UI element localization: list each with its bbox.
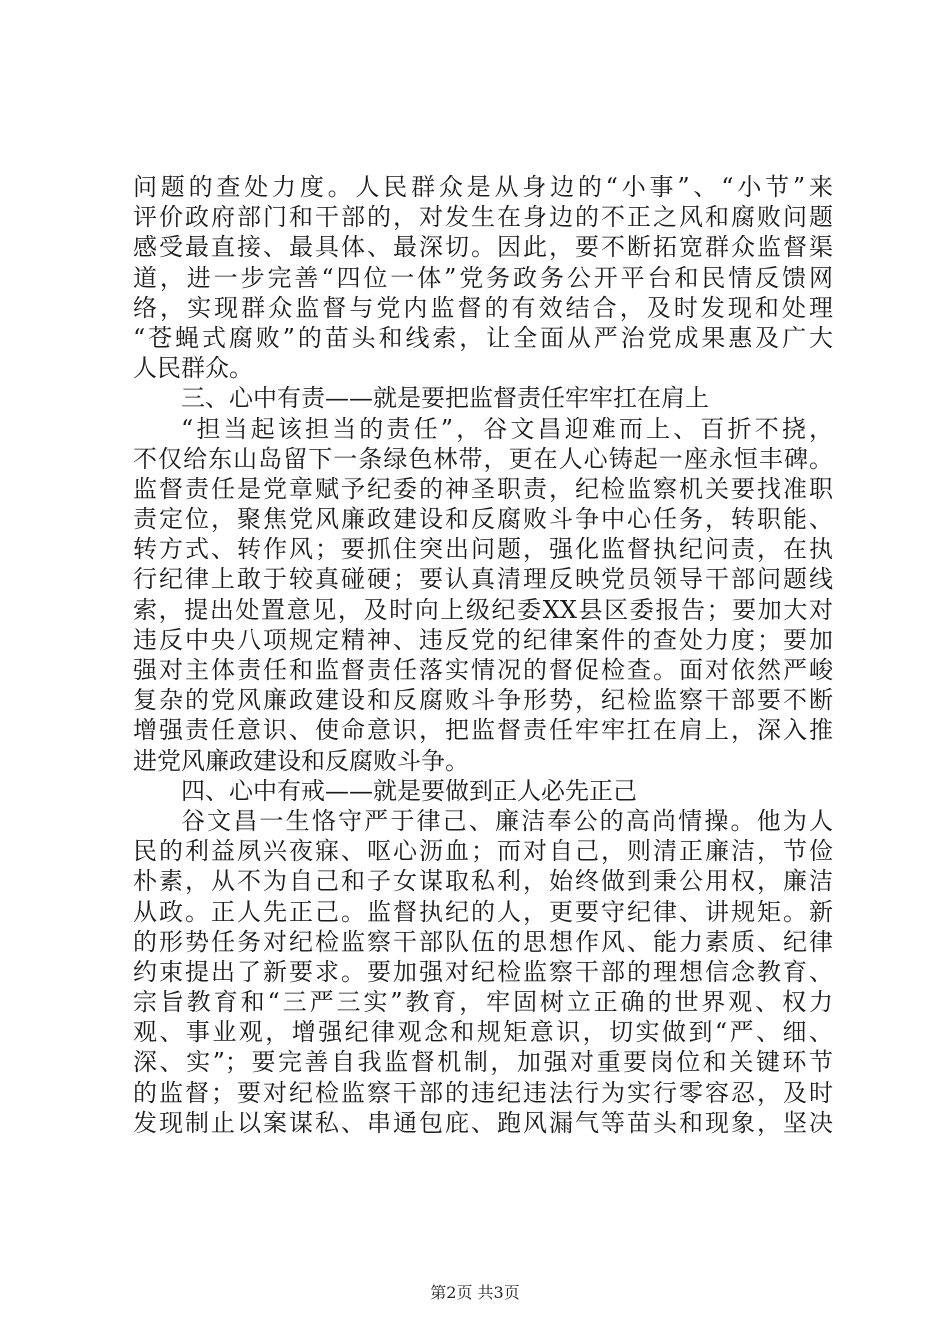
text-line: 行纪律上敢于较真碰硬；要认真清理反映党员领导干部问题线	[133, 565, 833, 594]
page-number-footer: 第2页 共3页	[430, 1283, 520, 1302]
text-line: 增强责任意识、使命意识，把监督责任牢牢扛在肩上，深入推	[133, 716, 833, 745]
text-line: 观、事业观，增强纪律观念和规矩意识，切实做到“严、细、	[133, 1018, 833, 1047]
text-line: 人民群众。	[133, 354, 253, 383]
document-body	[133, 172, 833, 1138]
text-line: 责定位，聚焦党风廉政建设和反腐败斗争中心任务，转职能、	[133, 505, 833, 534]
text-line: 民的利益夙兴夜寐、呕心沥血；而对自己，则清正廉洁，节俭	[133, 837, 833, 866]
text-line: 复杂的党风廉政建设和反腐败斗争形势，纪检监察干部要不断	[133, 686, 833, 715]
text-line: 不仅给东山岛留下一条绿色林带，更在人心铸起一座永恒丰碑。	[133, 444, 833, 473]
text-line: 的监督；要对纪检监察干部的违纪违法行为实行零容忍，及时	[133, 1078, 833, 1107]
text-line: 道，进一步完善“四位一体”党务政务公开平台和民情反馈网	[133, 263, 833, 292]
text-line: 评价政府部门和干部的，对发生在身边的不正之风和腐败问题	[133, 203, 833, 232]
text-line: 监督责任是党章赋予纪委的神圣职责，纪检监察机关要找准职	[133, 474, 833, 503]
text-line: 转方式、转作风；要抓住突出问题，强化监督执纪问责，在执	[133, 535, 833, 564]
text-line: “担当起该担当的责任”，谷文昌迎难而上、百折不挠，	[181, 414, 833, 443]
text-line: 络，实现群众监督与党内监督的有效结合，及时发现和处理	[133, 293, 833, 322]
text-line: 谷文昌一生恪守严于律己、廉洁奉公的高尚情操。他为人	[181, 806, 833, 835]
text-line: 索，提出处置意见，及时向上级纪委XX县区委报告；要加大对	[133, 595, 833, 624]
text-line: 宗旨教育和“三严三实”教育，牢固树立正确的世界观、权力	[133, 988, 833, 1017]
text-line: 的形势任务对纪检监察干部队伍的思想作风、能力素质、纪律	[133, 927, 833, 956]
text-line: 四、心中有戒——就是要做到正人必先正己	[181, 776, 637, 805]
text-line: 朴素，从不为自己和子女谋取私利，始终做到秉公用权，廉洁	[133, 867, 833, 896]
text-line: 发现制止以案谋私、串通包庇、跑风漏气等苗头和现象，坚决	[133, 1108, 833, 1137]
text-line: 违反中央八项规定精神、违反党的纪律案件的查处力度；要加	[133, 625, 833, 654]
text-line: 问题的查处力度。人民群众是从身边的“小事”、“小节”来	[133, 173, 833, 201]
text-line: 深、实”；要完善自我监督机制，加强对重要岗位和关键环节	[133, 1048, 833, 1077]
text-line: 从政。正人先正己。监督执纪的人，更要守纪律、讲规矩。新	[133, 897, 833, 926]
text-line: 进党风廉政建设和反腐败斗争。	[133, 746, 469, 775]
text-line: 三、心中有责——就是要把监督责任牢牢扛在肩上	[181, 384, 709, 413]
text-line: “苍蝇式腐败”的苗头和线索，让全面从严治党成果惠及广大	[133, 323, 833, 352]
text-line: 强对主体责任和监督责任落实情况的督促检查。面对依然严峻	[133, 656, 833, 684]
text-line: 感受最直接、最具体、最深切。因此，要不断拓宽群众监督渠	[133, 233, 833, 262]
text-line: 约束提出了新要求。要加强对纪检监察干部的理想信念教育、	[133, 957, 833, 986]
